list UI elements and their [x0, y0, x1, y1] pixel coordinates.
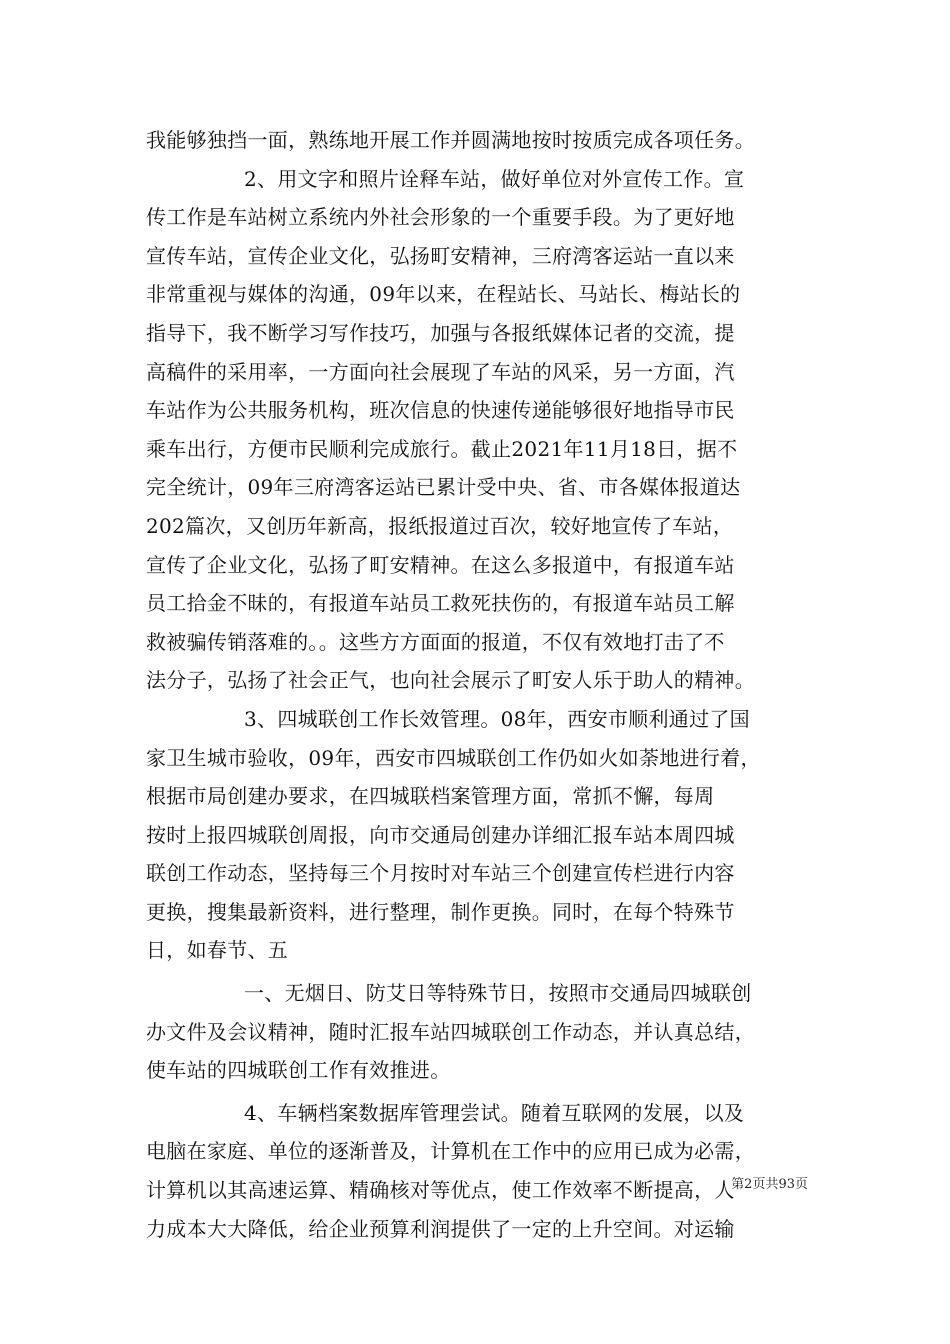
- text-line: 我能够独挡一面，熟练地开展工作并圆满地按时按质完成各项任务。: [146, 128, 755, 152]
- text-line: 非常重视与媒体的沟通，09年以来，在程站长、马站长、梅站长的: [146, 282, 741, 307]
- text-line: 更换，搜集最新资料，进行整理，制作更换。同时，在每个特殊节: [146, 899, 735, 924]
- text-line: 计算机以其高速运算、精确核对等优点，使工作效率不断提高，人: [146, 1178, 735, 1203]
- paragraph-heading-4: 4、车辆档案数据库管理尝试。随着互联网的发展，以及: [244, 1100, 745, 1125]
- text-line: 车站作为公共服务机构，班次信息的快速传递能够很好地指导市民: [146, 398, 735, 423]
- text-line: 传工作是车站树立系统内外社会形象的一个重要手段。为了更好地: [146, 205, 735, 230]
- text-line: 法分子，弘扬了社会正气，也向社会展示了町安人乐于助人的精神。: [146, 668, 755, 693]
- text-line: 联创工作动态，坚持每三个月按时对车站三个创建宣传栏进行内容: [146, 861, 735, 886]
- text-line: 力成本大大降低，给企业预算利润提供了一定的上升空间。对运输: [146, 1216, 735, 1241]
- text-line: 日，如春节、五: [146, 938, 289, 963]
- paragraph-start: 一、无烟日、防艾日等特殊节日，按照市交通局四城联创: [244, 981, 752, 1006]
- text-line: 办文件及会议精神，随时汇报车站四城联创工作动态，并认真总结，: [146, 1019, 755, 1044]
- text-line: 高稿件的采用率，一方面向社会展现了车站的风采，另一方面，汽: [146, 359, 735, 384]
- text-line: 家卫生城市验收，09年，西安市四城联创工作仍如火如荼地进行着，: [146, 745, 761, 770]
- text-line: 宣传车站，宣传企业文化，弘扬町安精神，三府湾客运站一直以来: [146, 243, 735, 268]
- text-line: 员工拾金不昧的，有报道车站员工救死扶伤的，有报道车站员工解: [146, 591, 735, 616]
- text-line: 完全统计，09年三府湾客运站已累计受中央、省、市各媒体报道达: [146, 475, 741, 500]
- text-line: 宣传了企业文化，弘扬了町安精神。在这么多报道中，有报道车站: [146, 552, 735, 577]
- text-line: 救被骗传销落难的。。这些方方面面的报道，不仅有效地打击了不: [146, 629, 725, 654]
- text-line: 根据市局创建办要求，在四城联档案管理方面，常抓不懈，每周: [146, 784, 715, 809]
- text-line: 202篇次，又创历年新高，报纸报道过百次，较好地宣传了车站，: [146, 513, 734, 538]
- paragraph-heading-3: 3、四城联创工作长效管理。08年，西安市顺利通过了国: [244, 706, 750, 731]
- page-number: 第2页共93页: [731, 1177, 808, 1192]
- body-text: [146, 121, 826, 1248]
- text-line: 指导下，我不断学习写作技巧，加强与各报纸媒体记者的交流，提: [146, 320, 735, 345]
- text-line: 电脑在家庭、单位的逐渐普及，计算机在工作中的应用已成为必需，: [146, 1139, 755, 1164]
- text-line: 乘车出行，方便市民顺利完成旅行。截止2021年11月18日，据不: [146, 436, 738, 461]
- paragraph-heading-2: 2、用文字和照片诠释车站，做好单位对外宣传工作。宣: [244, 166, 745, 191]
- text-line: 按时上报四城联创周报，向市交通局创建办详细汇报车站本周四城: [146, 822, 735, 847]
- text-line: 使车站的四城联创工作有效推进。: [146, 1058, 451, 1083]
